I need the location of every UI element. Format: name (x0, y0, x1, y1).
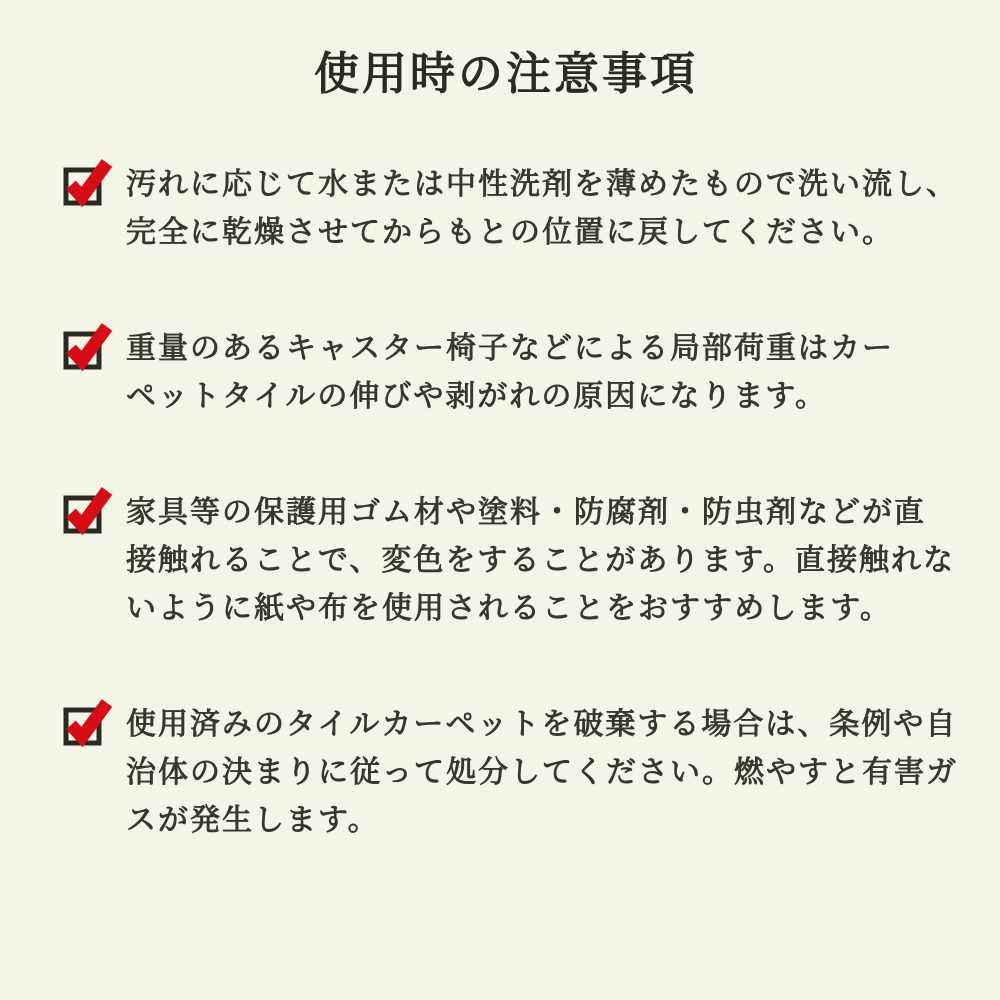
text-line: スが発生します。 (126, 804, 380, 837)
precaution-checklist (62, 161, 958, 845)
checklist-item (62, 701, 958, 845)
checked-checkbox-icon (62, 157, 112, 207)
text-line: 治体の決まりに従って処分してください。燃やすと有害ガ (126, 756, 958, 789)
text-line: 汚れに応じて水または中性洗剤を薄めたもので洗い流し、 (126, 168, 958, 201)
checklist-item (62, 489, 955, 633)
text-line: いように紙や布を使用されることをおすすめします。 (126, 592, 892, 625)
text-line: ペットタイルの伸びや剥がれの原因になります。 (126, 380, 827, 413)
checklist-item-text (126, 489, 955, 633)
checklist-item-text (126, 161, 958, 257)
text-line: 接触れることで、変色をすることがあります。直接触れな (126, 544, 955, 577)
text-line: 家具等の保護用ゴム材や塗料・防腐剤・防虫剤などが直 (126, 496, 926, 529)
checked-checkbox-icon (62, 321, 112, 371)
checklist-item (62, 325, 950, 421)
checked-checkbox-icon (62, 485, 112, 535)
checklist-item-text (126, 701, 958, 845)
checked-checkbox-icon (62, 697, 112, 747)
text-line: 重量のあるキャスター椅子などによる局部荷重はカー (126, 332, 894, 365)
text-line: 使用済みのタイルカーペットを破棄する場合は、条例や自 (126, 708, 958, 741)
checklist-item (62, 161, 958, 257)
page-title: 使用時の注意事項 (313, 48, 698, 99)
checklist-item-text (126, 325, 894, 421)
text-line: 完全に乾燥させてからもとの位置に戻してください。 (126, 216, 894, 249)
